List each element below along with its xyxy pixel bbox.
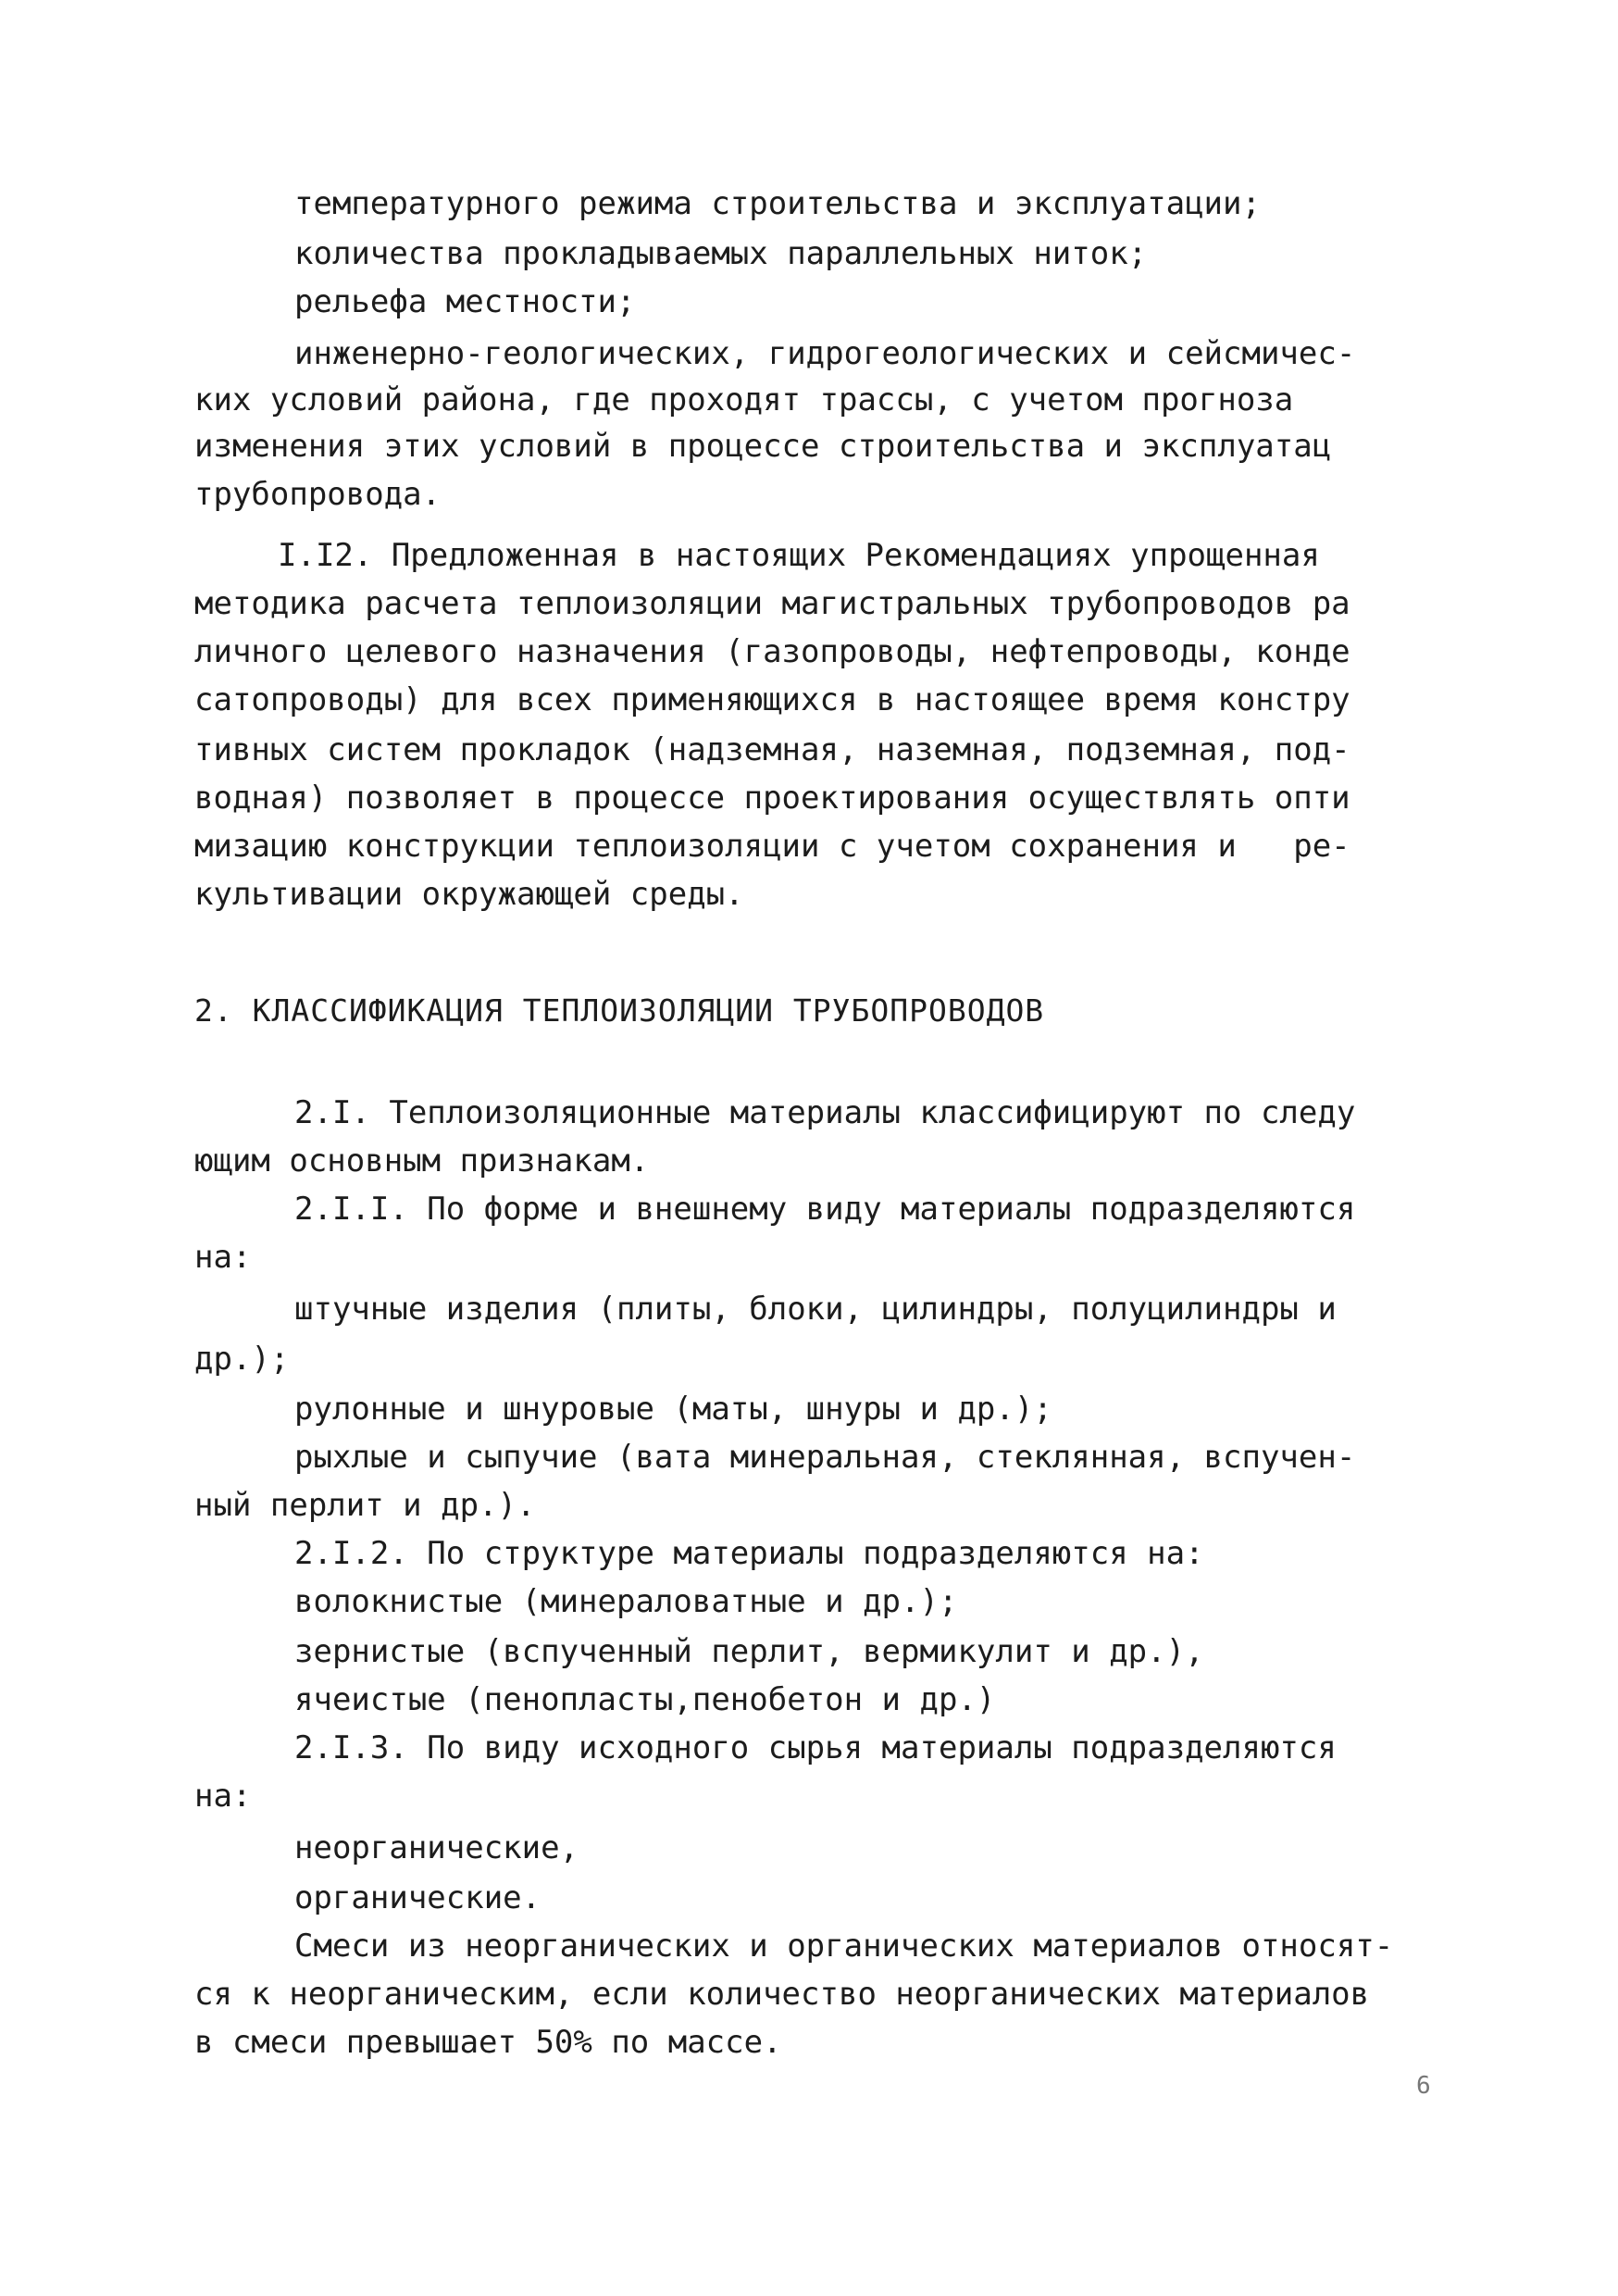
paragraph-conditions-first-line: инженерно-геологических, гидрогеологических и сейсмичес- bbox=[294, 335, 1356, 372]
paragraph-2-1-3-line: на: bbox=[194, 1778, 252, 1815]
paragraph-1-12-line: водная) позволяет в процессе проектирования осуществлять опти bbox=[194, 780, 1350, 817]
paragraph-conditions-line: трубопровода. bbox=[194, 476, 442, 513]
list-item-fibrous: волокнистые (минераловатные и др.); bbox=[294, 1583, 958, 1620]
paragraph-1-12-line: методика расчета теплоизоляции магистральных трубопроводов ра bbox=[194, 585, 1350, 622]
list-item-pieces-cont: др.); bbox=[194, 1341, 290, 1378]
list-item-loose: рыхлые и сыпучие (вата минеральная, стеклянная, вспучен- bbox=[294, 1439, 1356, 1476]
paragraph-1-12-line: культивации окружающей среды. bbox=[194, 876, 744, 913]
paragraph-mixtures-first-line: Смеси из неорганических и органических материалов относят- bbox=[294, 1928, 1394, 1965]
paragraph-mixtures-line: ся к неорганическим, если количество неорганических материалов bbox=[194, 1976, 1370, 2013]
paragraph-2-1-line: ющим основным признакам. bbox=[194, 1142, 650, 1179]
paragraph-2-1-first-line: 2.I. Теплоизоляционные материалы классифицируют по следу bbox=[294, 1094, 1356, 1131]
paragraph-1-12-first-line: I.I2. Предложенная в настоящих Рекомендациях упрощенная bbox=[278, 537, 1320, 574]
page-number: 6 bbox=[1416, 2072, 1431, 2100]
paragraph-1-12-line: мизацию конструкции теплоизоляции с учетом сохранения и ре- bbox=[194, 828, 1350, 865]
paragraph-mixtures-line: в смеси превышает 50% по массе. bbox=[194, 2024, 782, 2061]
paragraph-1-12-line: тивных систем прокладок (надземная, наземная, подземная, под- bbox=[194, 731, 1350, 768]
list-item-inorganic: неорганические, bbox=[294, 1829, 579, 1866]
paragraph-2-1-3-first-line: 2.I.3. По виду исходного сырья материалы подразделяются bbox=[294, 1729, 1337, 1766]
paragraph-2-1-1-first-line: 2.I.I. По форме и внешнему виду материалы подразделяются bbox=[294, 1191, 1356, 1228]
list-item-temperature: температурного режима строительства и эксплуатации; bbox=[294, 185, 1261, 222]
section-heading: 2. КЛАССИФИКАЦИЯ ТЕПЛОИЗОЛЯЦИИ ТРУБОПРОВОДОВ bbox=[194, 992, 1045, 1029]
list-item-organic: органические. bbox=[294, 1879, 541, 1916]
list-item-cellular: ячеистые (пенопласты,пенобетон и др.) bbox=[294, 1681, 996, 1718]
paragraph-1-12-line: сатопроводы) для всех применяющихся в настоящее время констру bbox=[194, 681, 1350, 718]
paragraph-2-1-1-line: на: bbox=[194, 1239, 252, 1276]
paragraph-conditions-line: ких условий района, где проходят трассы, с учетом прогноза bbox=[194, 381, 1294, 418]
paragraph-1-12-line: личного целевого назначения (газопроводы, нефтепроводы, конде bbox=[194, 633, 1350, 670]
paragraph-2-1-2: 2.I.2. По структуре материалы подразделяются на: bbox=[294, 1535, 1204, 1572]
list-item-threads: количества прокладываемых параллельных ниток; bbox=[294, 235, 1148, 272]
list-item-relief: рельефа местности; bbox=[294, 283, 636, 320]
list-item-loose-cont: ный перлит и др.). bbox=[194, 1487, 536, 1524]
paragraph-conditions-line: изменения этих условий в процессе строительства и эксплуатац bbox=[194, 428, 1332, 465]
list-item-rolls: рулонные и шнуровые (маты, шнуры и др.); bbox=[294, 1391, 1052, 1428]
list-item-granular: зернистые (вспученный перлит, вермикулит и др.), bbox=[294, 1633, 1204, 1670]
list-item-pieces: штучные изделия (плиты, блоки, цилиндры, полуцилиндры и bbox=[294, 1291, 1337, 1328]
